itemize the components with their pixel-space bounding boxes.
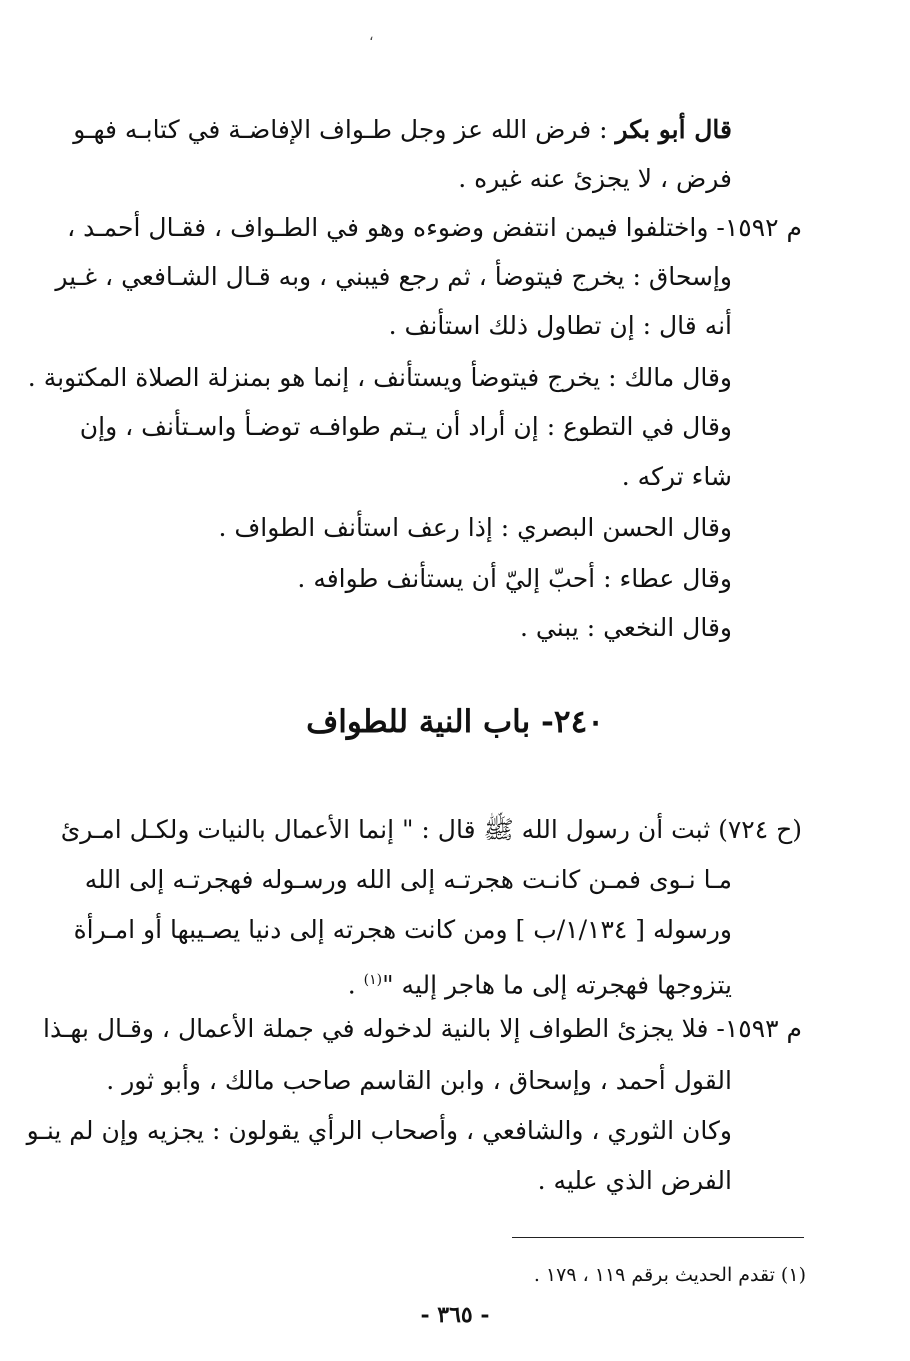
page-number: - ٣٦٥ - [420, 1302, 490, 1328]
footnote-divider [512, 1237, 804, 1238]
paragraph-line: الفرض الذي عليه . [537, 1166, 732, 1195]
paragraph-line: أنه قال : إن تطاول ذلك استأنف . [388, 311, 732, 340]
paragraph-line: وقال الحسن البصري : إذا رعف استأنف الطواف . [218, 513, 732, 542]
author-name: قال أبو بكر [615, 115, 732, 144]
paragraph-line: مـا نـوى فمـن كانـت هجرتـه إلى الله ورسـوله فهجرتـه إلى الله [84, 865, 732, 894]
paragraph-line: وإسحاق : يخرج فيتوضأ ، ثم رجع فيبني ، وبه قـال الشـافعي ، غـير [55, 262, 732, 291]
paragraph-line: وقال عطاء : أحبّ إليّ أن يستأنف طوافه . [297, 564, 732, 593]
paragraph-line: شاء تركه . [621, 462, 732, 491]
paragraph-line: م ١٥٩٢- واختلفوا فيمن انتفض وضوءه وهو في الطـواف ، فقـال أحمـد ، [67, 213, 802, 242]
paragraph-line: وقال في التطوع : إن أراد أن يـتم طوافـه توضـأ واسـتأنف ، وإن [79, 412, 732, 441]
paragraph-line: ورسوله [ ١/١٣٤/ب ] ومن كانت هجرته إلى دنيا يصـيبها أو امـرأة [73, 915, 732, 944]
top-mark: ، [369, 28, 374, 44]
paragraph-line: وقال النخعي : يبني . [520, 613, 732, 642]
paragraph-line: يتزوجها فهجرته إلى ما هاجر إليه "$^{(١)}$ . [347, 970, 732, 1000]
paragraph-line: وكان الثوري ، والشافعي ، وأصحاب الرأي يقولون : يجزيه وإن لم ينـو [26, 1116, 732, 1145]
paragraph-line: م ١٥٩٣- فلا يجزئ الطواف إلا بالنية لدخوله في جملة الأعمال ، وقـال بهـذا [43, 1014, 802, 1043]
paragraph-line: (ح ٧٢٤) ثبت أن رسول الله ﷺ قال : " إنما الأعمال بالنيات ولكـل امـرئ [60, 815, 802, 844]
paragraph-line: فرض ، لا يجزئ عنه غيره . [458, 164, 732, 193]
paragraph-line: القول أحمد ، وإسحاق ، وابن القاسم صاحب مالك ، وأبو ثور . [106, 1066, 732, 1095]
chapter-heading: ٢٤٠- باب النية للطواف [306, 704, 604, 740]
footnote: (١) تقدم الحديث برقم ١١٩ ، ١٧٩ . [533, 1264, 806, 1286]
paragraph-line: وقال مالك : يخرج فيتوضأ ويستأنف ، إنما هو بمنزلة الصلاة المكتوبة . [27, 363, 732, 392]
footnote-ref: (١) [363, 972, 383, 988]
paragraph-line: قال أبو بكر : فرض الله عز وجل طـواف الإفاضـة في كتابـه فهـو [73, 115, 732, 144]
